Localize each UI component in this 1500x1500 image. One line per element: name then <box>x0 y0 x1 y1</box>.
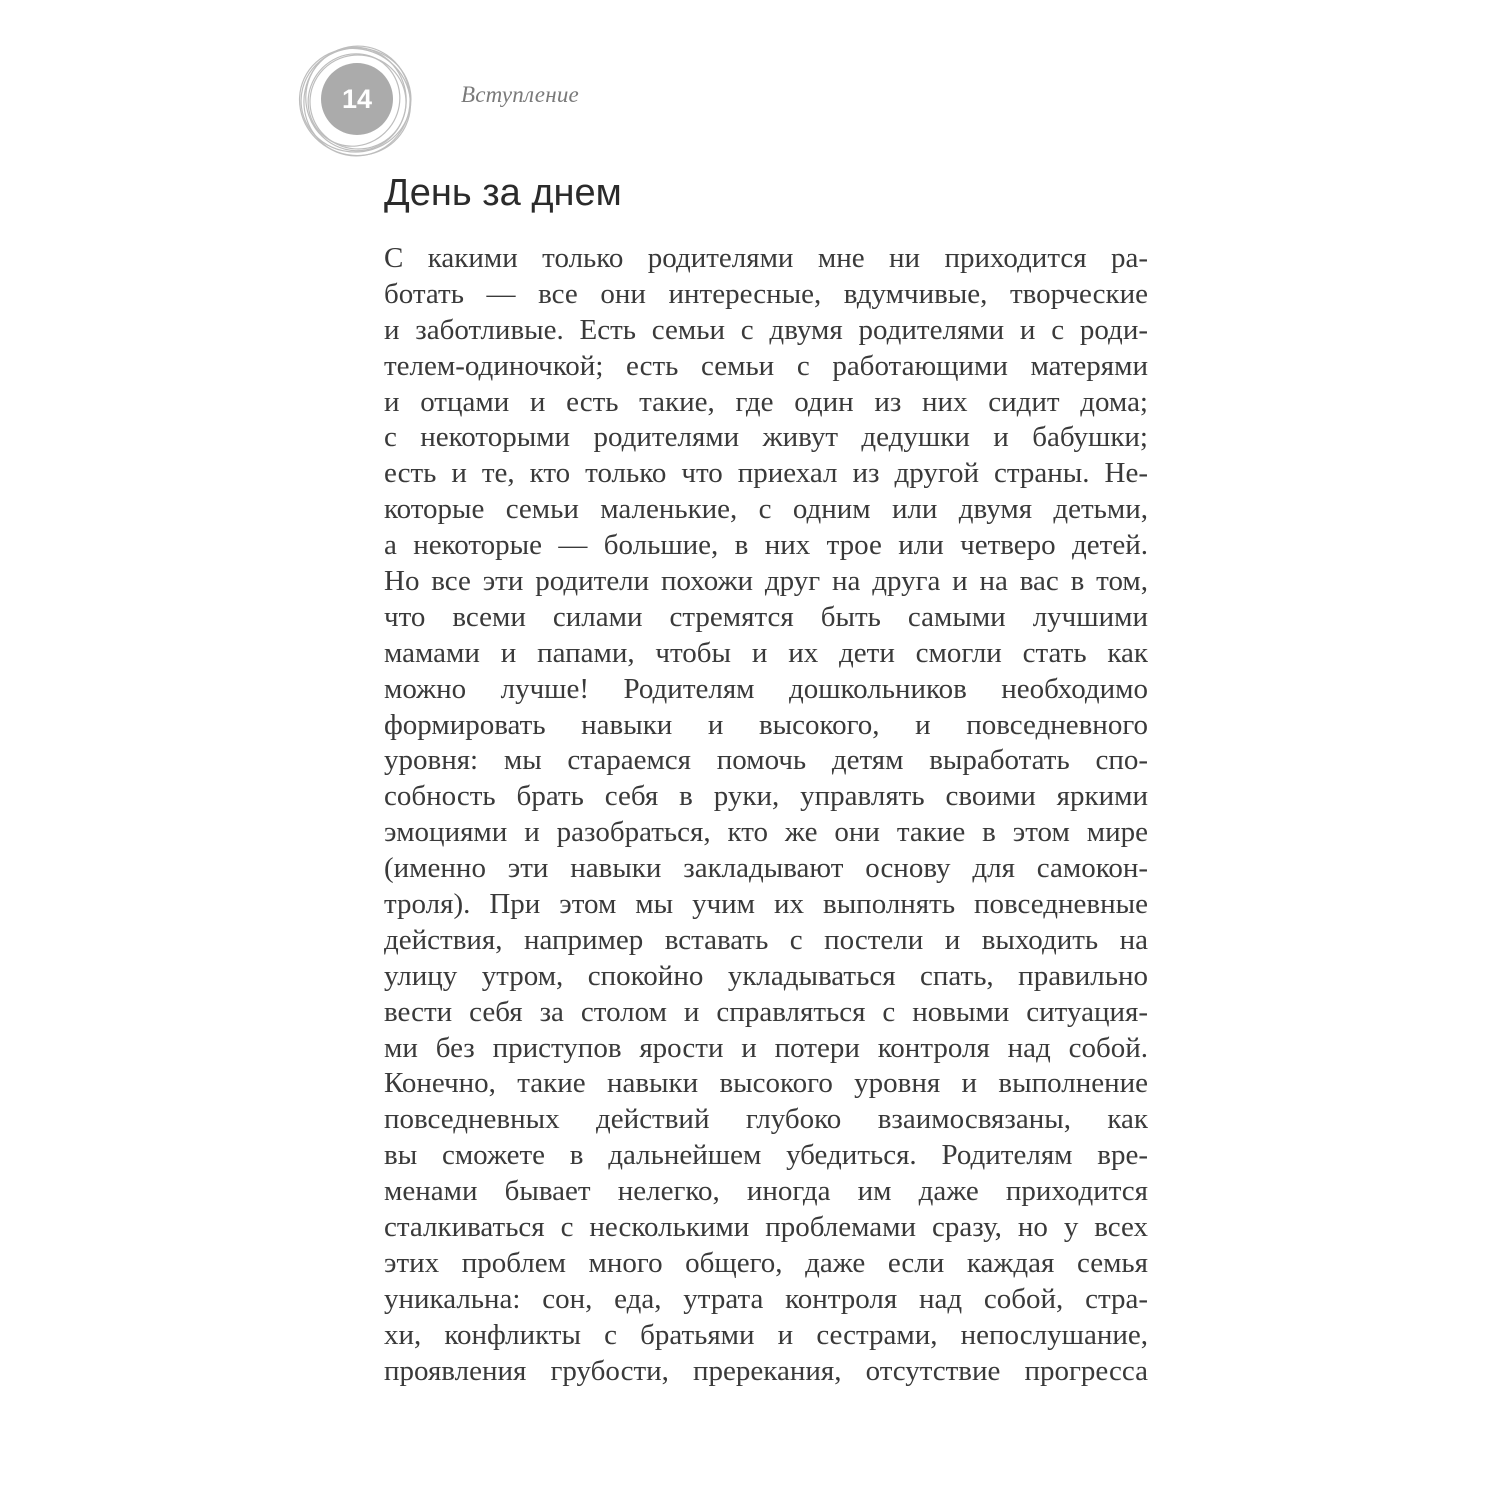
running-head: Вступление <box>461 82 579 107</box>
text-line: Но все эти родители похожи друг на друга и на вас в том, <box>384 565 1148 598</box>
text-line: действия, например вставать с постели и выходить на <box>384 923 1148 956</box>
text-line: вести себя за столом и справляться с новыми ситуация- <box>384 995 1148 1028</box>
text-line: эмоциями и разобраться, кто же они такие в этом мире <box>384 816 1148 849</box>
text-line: С какими только родителями мне ни приходится ра- <box>384 242 1148 274</box>
text-line: Конечно, такие навыки высокого уровня и выполнение <box>384 1067 1148 1100</box>
page-number: 14 <box>341 84 373 114</box>
text-line: повседневных действий глубоко взаимосвязаны, как <box>384 1103 1148 1136</box>
body-paragraph <box>384 241 1148 1390</box>
text-line: улицу утром, спокойно укладываться спать, правильно <box>384 959 1148 992</box>
text-line: телем-одиночкой; есть семьи с работающими матерями <box>384 349 1148 382</box>
text-line: уровня: мы стараемся помочь детям выработать спо- <box>384 744 1148 777</box>
text-line: вы сможете в дальнейшем убедиться. Родителям вре- <box>384 1139 1148 1172</box>
text-line: и отцами и есть такие, где один из них сидит дома; <box>384 385 1148 418</box>
text-line: этих проблем много общего, даже если каждая семья <box>384 1246 1148 1279</box>
text-line: собность брать себя в руки, управлять своими яркими <box>384 780 1148 813</box>
text-line: (именно эти навыки закладывают основу для самокон- <box>384 852 1148 885</box>
text-line: что всеми силами стремятся быть самыми лучшими <box>384 600 1148 633</box>
text-line: есть и те, кто только что приехал из другой страны. Не- <box>384 457 1148 490</box>
text-line: проявления грубости, пререкания, отсутствие прогресса <box>384 1354 1148 1387</box>
text-line: а некоторые — большие, в них трое или четверо детей. <box>384 529 1148 562</box>
text-line: мамами и папами, чтобы и их дети смогли стать как <box>384 636 1148 669</box>
text-line: можно лучше! Родителям дошкольников необходимо <box>384 672 1148 705</box>
text-line: троля). При этом мы учим их выполнять повседневные <box>384 888 1148 921</box>
text-line: уникальна: сон, еда, утрата контроля над собой, стра- <box>384 1282 1148 1315</box>
text-line: хи, конфликты с братьями и сестрами, непослушание, <box>384 1318 1148 1351</box>
text-line: менами бывает нелегко, иногда им даже приходится <box>384 1175 1148 1208</box>
text-line: с некоторыми родителями живут дедушки и бабушки; <box>384 421 1148 454</box>
text-line: формировать навыки и высокого, и повседневного <box>384 708 1148 741</box>
section-title: День за днем <box>384 172 622 214</box>
text-line: сталкиваться с несколькими проблемами сразу, но у всех <box>384 1211 1148 1244</box>
text-line: которые семьи маленькие, с одним или двумя детьми, <box>384 493 1148 526</box>
text-line: и заботливые. Есть семьи с двумя родителями и с роди- <box>384 313 1148 346</box>
text-line: ми без приступов ярости и потери контроля над собой. <box>384 1031 1148 1064</box>
text-line: ботать — все они интересные, вдумчивые, творческие <box>384 277 1148 310</box>
